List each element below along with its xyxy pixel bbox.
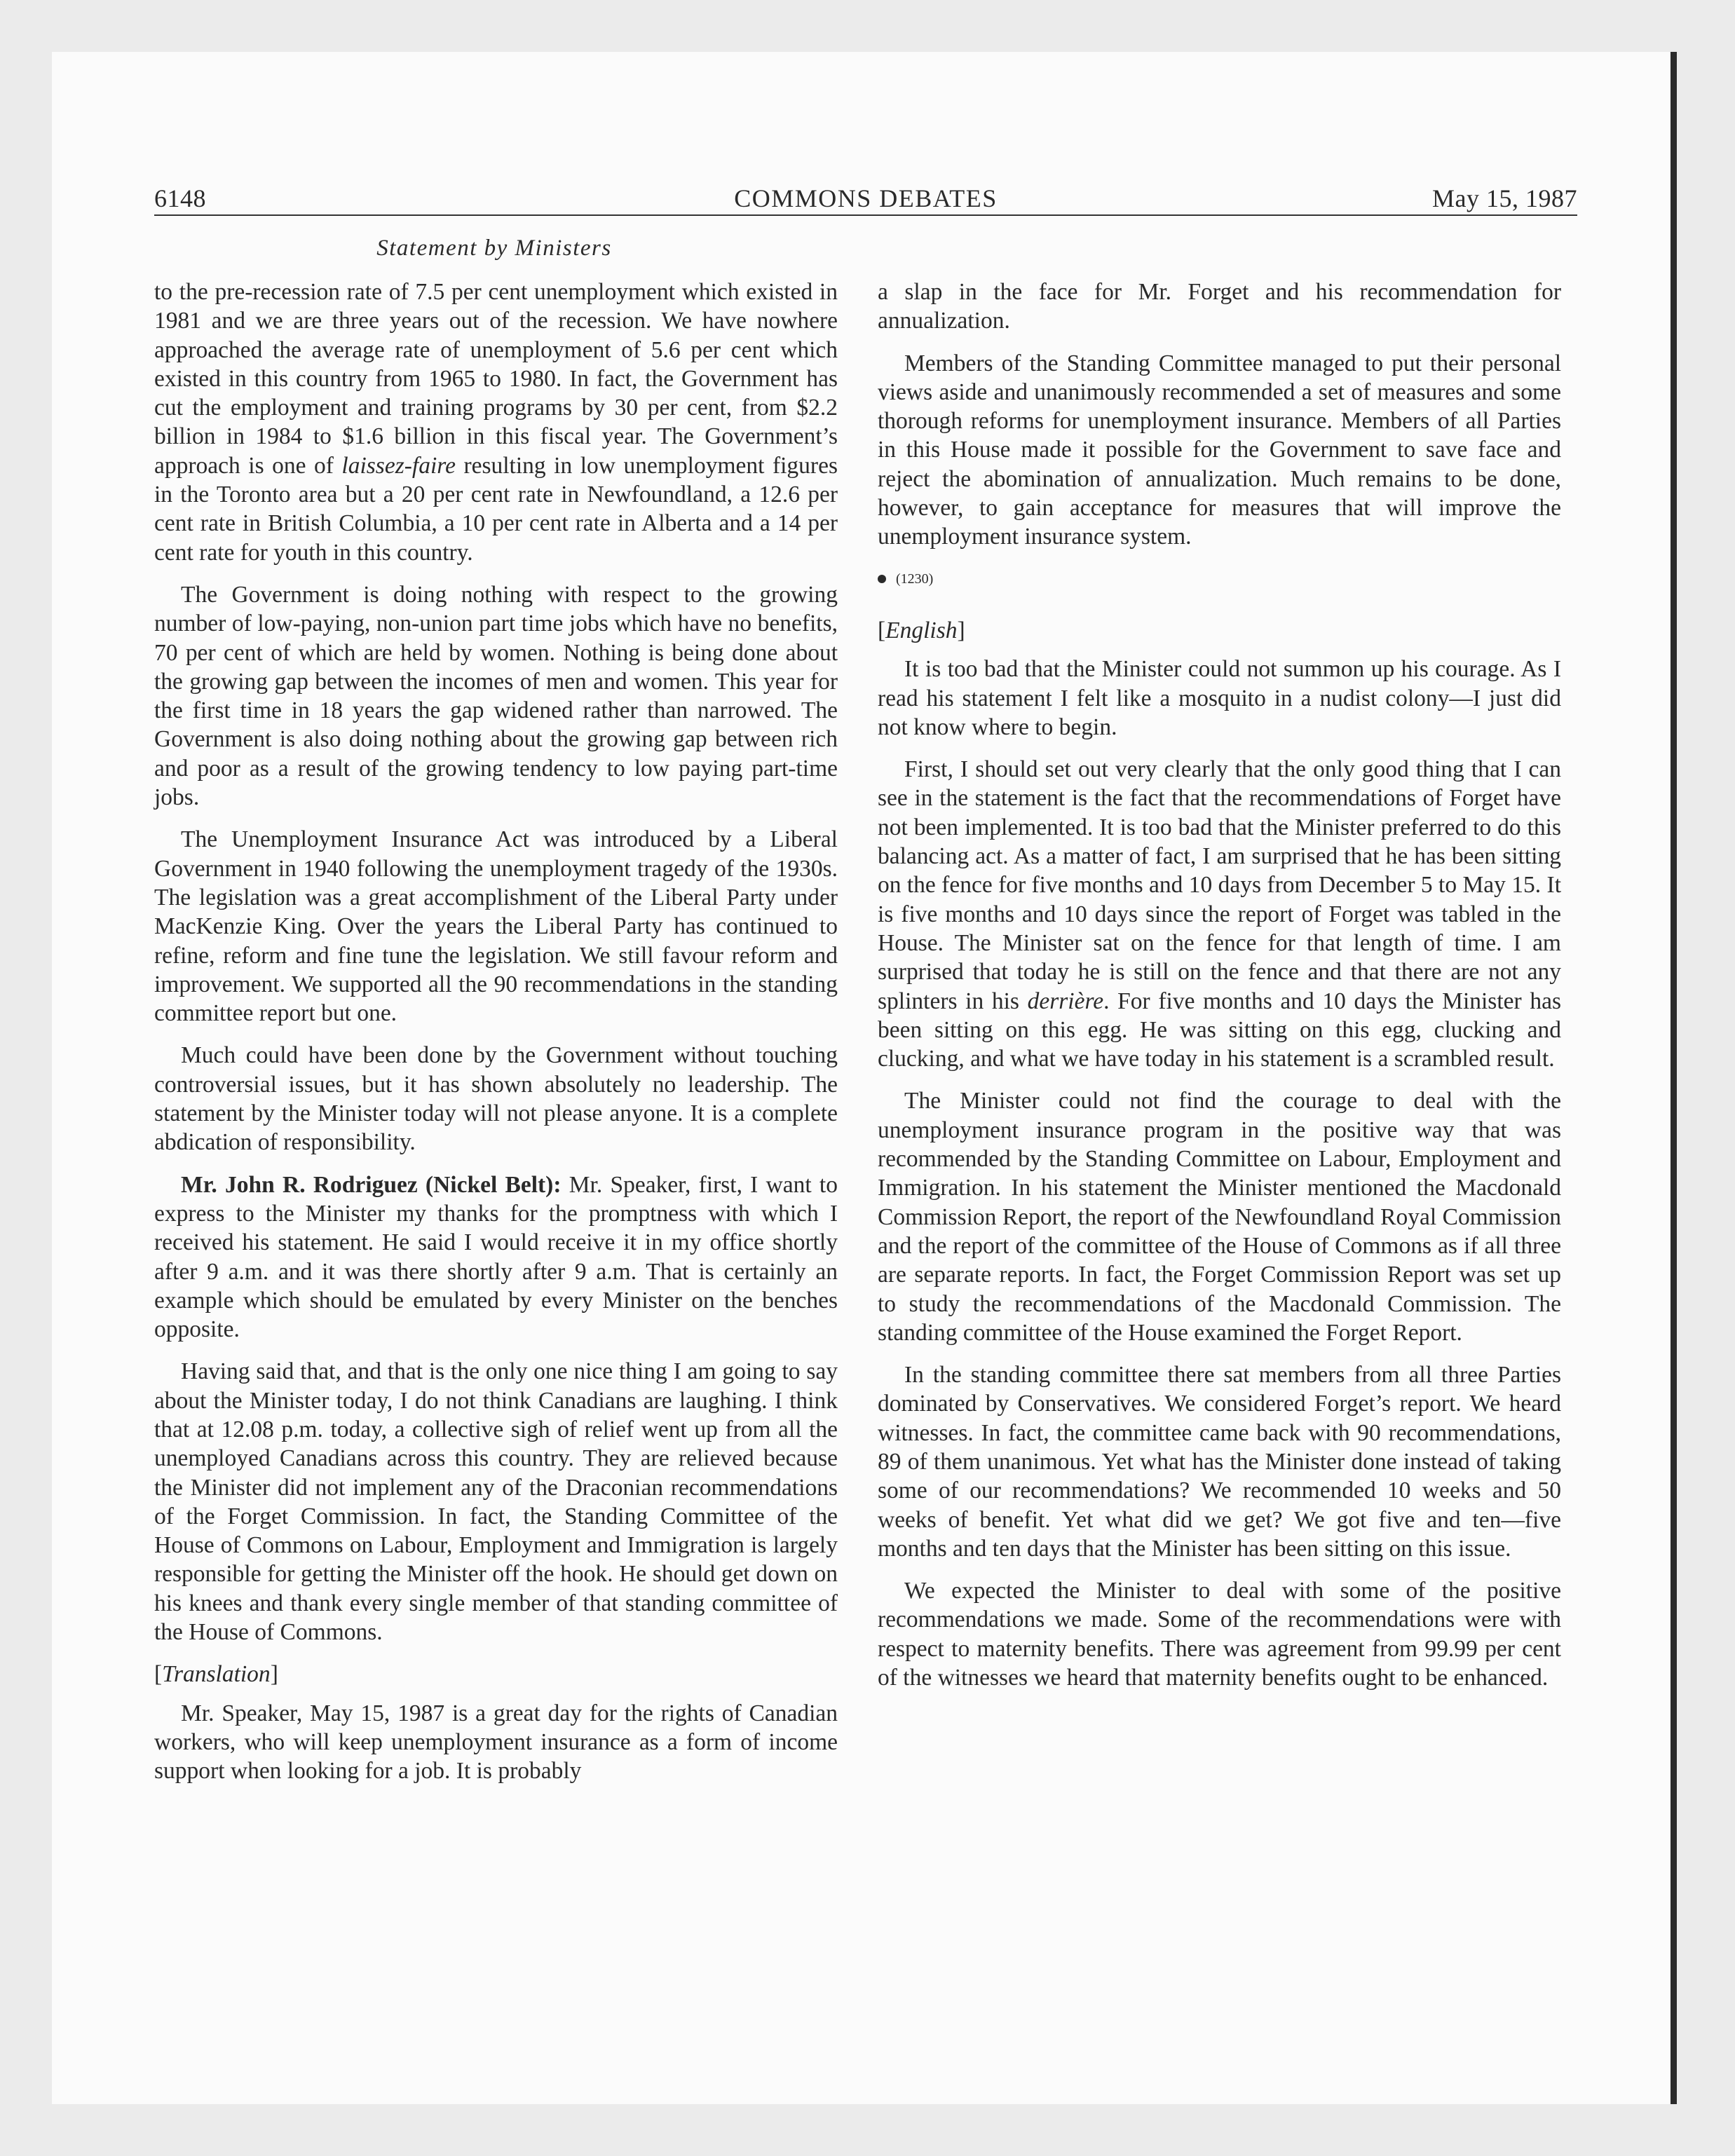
publication-date: May 15, 1987 — [1432, 184, 1577, 212]
section-heading: Statement by Ministers — [376, 236, 612, 261]
page-edge-shadow — [1671, 52, 1677, 2104]
header-rule — [154, 214, 1577, 216]
emphasis-text: derrière — [1027, 988, 1104, 1014]
paragraph: Much could have been done by the Government without touching controversial issues, but it has shown absolutely no leadership. The statement by the Minister today will not please anyone. It is a complete abdication of responsibility. — [154, 1042, 838, 1156]
paragraph: Mr. John R. Rodriguez (Nickel Belt): Mr. Speaker, first, I want to express to the Minister my thanks for the promptness with which I received his statement. He said I would receive it in my office shortly after 9 a.m. and it was there shortly after 9 a.m. That is certainly an example which should be emulated by every Minister on the benches opposite. — [154, 1171, 838, 1343]
page-header — [154, 184, 1577, 217]
speaker-name: Mr. John R. Rodriguez (Nickel Belt): — [181, 1171, 562, 1198]
paragraph: to the pre-recession rate of 7.5 per cent unemployment which existed in 1981 and we are three years out of the recession. We have nowhere approached the average rate of unemployment of 5.6 per cent which existed in this country from 1965 to 1980. In fact, the Government has cut the employment and training programs by 30 per cent, from $2.2 billion in 1984 to $1.6 billion in this fiscal year. The Government’s approach is one of laissez-faire resulting in low unemployment figures in the Toronto area but a 20 per cent rate in Newfoundland, a 12.6 per cent rate in British Columbia, a 10 per cent rate in Alberta and a 14 per cent rate for youth in this country. — [154, 279, 838, 566]
paragraph: First, I should set out very clearly that the only good thing that I can see in the statement is the fact that the recommendations of Forget have not been implemented. It is too bad that the Minister preferred to do this balancing act. As a matter of fact, I am surprised that he has been sitting on the fence for five months and 10 days from December 5 to May 15. It is five months and 10 days since the report of Forget was tabled in the House. The Minister sat on the fence for that length of time. I am surprised that today he is still on the fence and that there are not any splinters in his derrière. For five months and 10 days the Minister has been sitting on this egg. He was sitting on this egg, clucking and clucking, and what we have today in his statement is a scrambled result. — [878, 756, 1561, 1072]
language-marker: [English] — [878, 617, 965, 643]
language-marker: [Translation] — [154, 1661, 278, 1688]
paragraph: We expected the Minister to deal with some of the positive recommendations we made. Some of the recommendations were with respect to maternity benefits. There was agreement from 99.99 per cent of the witnesses we heard that maternity benefits ought to be enhanced. — [878, 1578, 1561, 1691]
paragraph: Mr. Speaker, May 15, 1987 is a great day for the rights of Canadian workers, who will keep unemployment insurance as a form of income support when looking for a job. It is probably — [154, 1700, 838, 1785]
right-column — [878, 278, 1561, 1705]
paragraph: Members of the Standing Committee managed to put their personal views aside and unanimously recommended a set of measures and some thorough reforms for unemployment insurance. Members of all Parties in this House made it possible for the Government to save face and reject the abomination of annualization. Much remains to be done, however, to gain acceptance for measures that will improve the unemployment insurance system. — [878, 350, 1561, 550]
paragraph: The Unemployment Insurance Act was introduced by a Liberal Government in 1940 following the unemployment tragedy of the 1930s. The legislation was a great accomplishment of the Liberal Party under MacKenzie King. Over the years the Liberal Party has continued to refine, reform and fine tune the legislation. We still favour reform and improvement. We supported all the 90 recommendations in the standing committee report but one. — [154, 826, 838, 1027]
paragraph: Having said that, and that is the only one nice thing I am going to say about the Minister today, I do not think Canadians are laughing. I think that at 12.08 p.m. today, a collective sigh of relief went up from all the unemployed Canadians across this country. They are relieved because the Minister did not implement any of the Draconian recommendations of the Forget Commission. In fact, the Standing Committee of the House of Commons on Labour, Employment and Immigration is largely responsible for getting the Minister off the hook. He should get down on his knees and thank every single member of that standing committee of the House of Commons. — [154, 1358, 838, 1646]
bullet-icon — [878, 575, 886, 583]
paragraph: a slap in the face for Mr. Forget and his recommendation for annualization. — [878, 279, 1561, 334]
publication-title: COMMONS DEBATES — [734, 184, 998, 212]
page-number: 6148 — [154, 184, 206, 212]
paragraph: The Government is doing nothing with respect to the growing number of low-paying, non-union part time jobs which have no benefits, 70 per cent of which are held by women. Nothing is being done about the growing gap between the incomes of men and women. This year for the first time in 18 years the gap widened rather than narrowed. The Government is also doing nothing about the growing gap between rich and poor as a result of the growing tendency to low paying part-time jobs. — [154, 581, 838, 811]
paragraph: In the standing committee there sat members from all three Parties dominated by Conservatives. We considered Forget’s report. We heard witnesses. In fact, the committee came back with 90 recommendations, 89 of them unanimous. Yet what has the Minister done instead of taking some of our recommendations? We recommended 10 weeks and 50 weeks of benefit. Yet what did we get? We got five and ten—five months and ten days that the Minister has been sitting on this issue. — [878, 1362, 1561, 1562]
emphasis-text: laissez-faire — [341, 452, 456, 479]
left-column — [154, 278, 838, 1799]
paragraph: It is too bad that the Minister could not summon up his courage. As I read his statement I felt like a mosquito in a nudist colony—I just did not know where to begin. — [878, 656, 1561, 740]
time-marker: (1230) — [878, 565, 1561, 594]
paragraph: The Minister could not find the courage to deal with the unemployment insurance program in the positive way that was recommended by the Standing Committee on Labour, Employment and Immigration. In his statement the Minister mentioned the Macdonald Commission Report, the report of the Newfoundland Royal Commission and the report of the committee of the House of Commons as if all three are separate reports. In fact, the Forget Commission Report was set up to study the recommendations of the Macdonald Commission. The standing committee of the House examined the Forget Report. — [878, 1088, 1561, 1346]
